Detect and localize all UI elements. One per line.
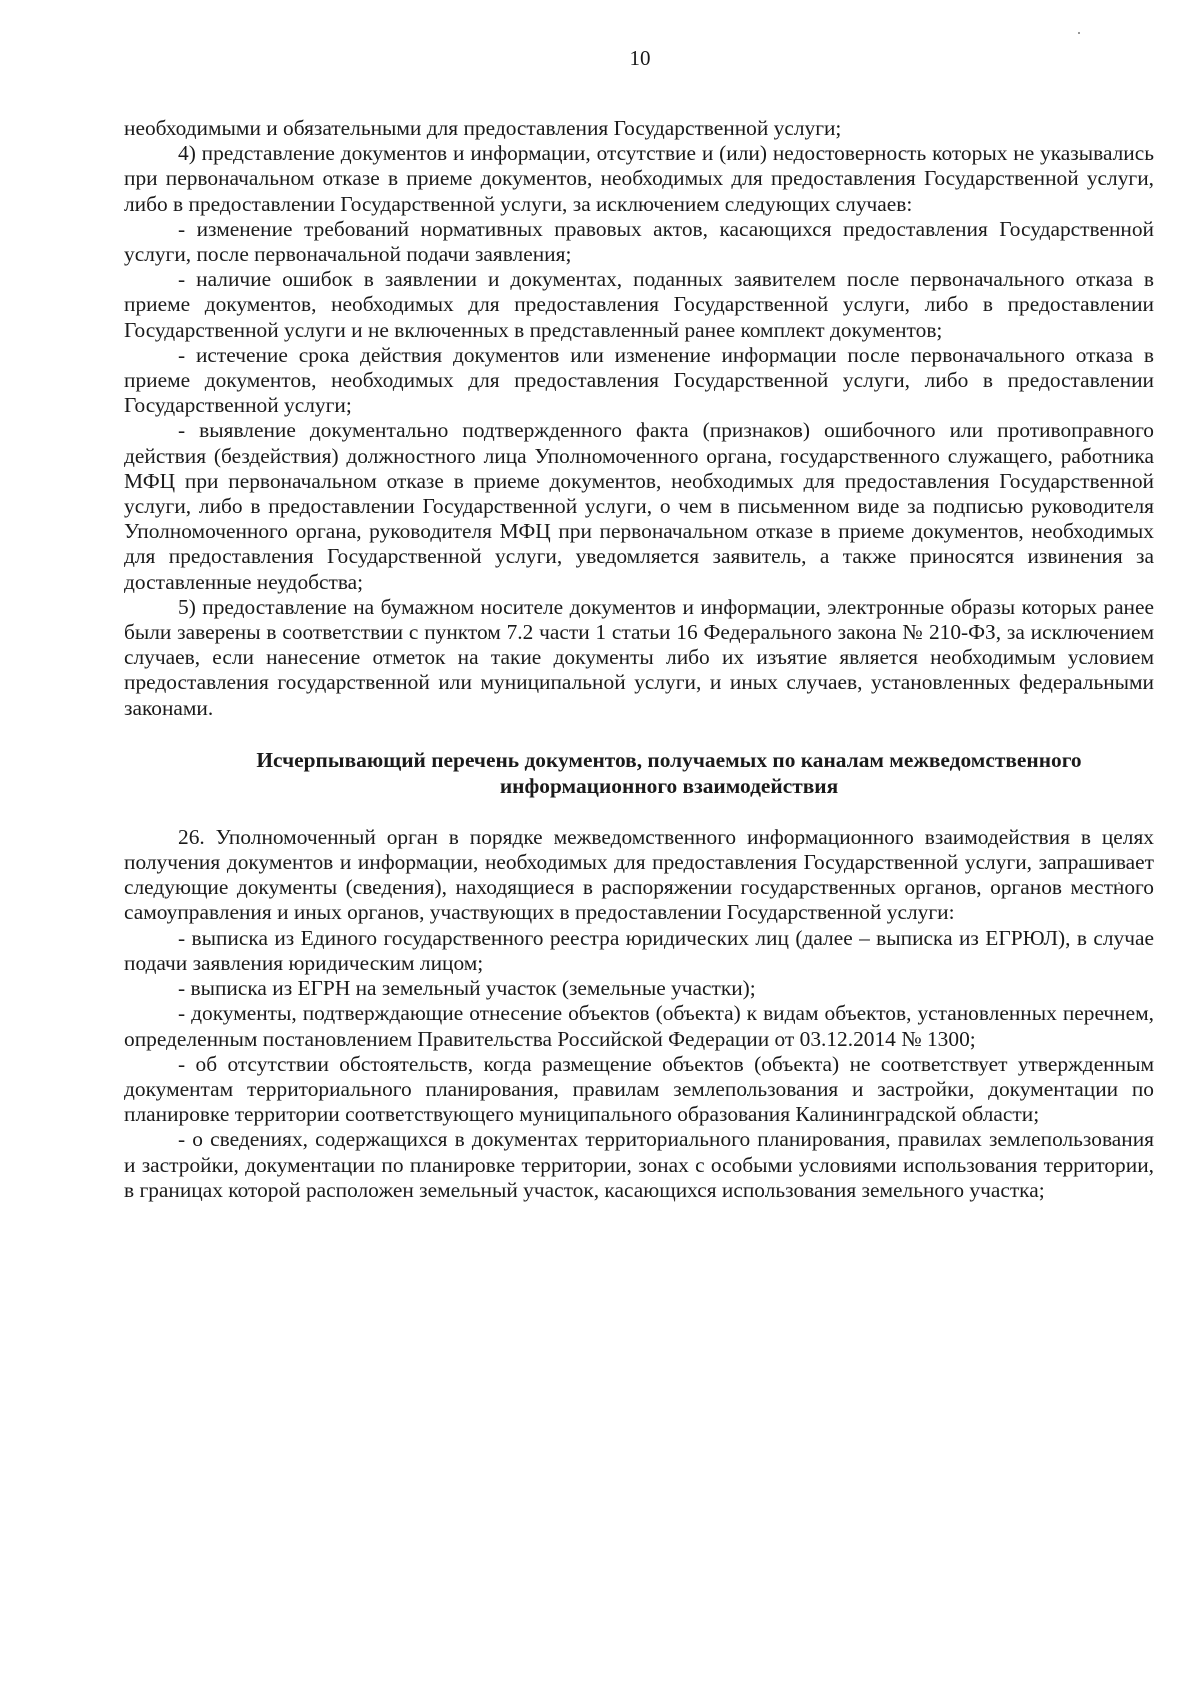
list-item-egrn: - выписка из ЕГРН на земельный участок (земельные участки);	[178, 976, 756, 1001]
paragraph-continuation: необходимыми и обязательными для предоставления Государственной услуги;	[124, 116, 842, 140]
section-heading	[124, 747, 1154, 799]
document-body	[124, 116, 1154, 1203]
section-heading-line-2: информационного взаимодействия	[499, 773, 839, 798]
page-number: 10	[629, 46, 651, 70]
scan-speck-top	[1078, 32, 1080, 34]
paragraph-item-5: 5) предоставление на бумажном носителе документов и информации, электронные образы которых ранее были заверены в соответствии с пунктом 7.2 части 1 статьи 16 Федерального закона № 210-ФЗ, за исключением случаев, если нанесение отметок на такие документы либо их изъятие является необходимым условием предоставления государственной или муниципальной услуги, и иных случаев, установленных федеральными законами.	[124, 594, 1154, 720]
paragraph-exception-2: - наличие ошибок в заявлении и документах, поданных заявителем после первоначального отказа в приеме документов, необходимых для предоставления Государственной услуги, либо в предоставлении Государственной услуги и не включенных в представленный ранее комплект документов;	[124, 267, 1154, 342]
list-item-planning-info: - о сведениях, содержащихся в документах территориального планирования, правилах землепользования и застройки, документации по планировке территории, зонах с особыми условиями использования территории, в границах которой расположен земельный участок, касающихся использования земельного участка;	[124, 1127, 1154, 1202]
paragraph-exception-3: - истечение срока действия документов или изменение информации после первоначального отказа в приеме документов, необходимых для предоставления Государственной услуги, либо в предоставлении Государственной услуги;	[124, 342, 1154, 418]
list-item-object-types: - документы, подтверждающие отнесение объектов (объекта) к видам объектов, установленных перечнем, определенным постановлением Правительства Российской Федерации от 03.12.2014 № 1300;	[124, 1001, 1154, 1051]
list-item-no-circumstances: - об отсутствии обстоятельств, когда размещение объектов (объекта) не соответствует утвержденным документам территориального планирования, правилам землепользования и застройки, документации по планировке территории соответствующего муниципального образования Калининградской области;	[124, 1051, 1154, 1127]
paragraph-exception-1: - изменение требований нормативных правовых актов, касающихся предоставления Государственной услуги, после первоначальной подачи заявления;	[124, 216, 1154, 267]
paragraph-exception-4: - выявление документально подтвержденного факта (признаков) ошибочного или противоправного действия (бездействия) должностного лица Уполномоченного органа, государственного служащего, работника МФЦ при первоначальном отказе в приеме документов, необходимых для предоставления Государственной услуги, либо в предоставлении Государственной услуги, о чем в письменном виде за подписью руководителя Уполномоченного органа, руководителя МФЦ при первоначальном отказе в приеме документов, необходимых для предоставления Государственной услуги, уведомляется заявитель, а также приносятся извинения за доставленные неудобства;	[124, 418, 1154, 594]
list-item-egrul: - выписка из Единого государственного реестра юридических лиц (далее – выписка из ЕГРЮЛ), в случае подачи заявления юридическим лицом;	[124, 925, 1154, 975]
section-heading-line-1: Исчерпывающий перечень документов, получаемых по каналам межведомственного	[256, 747, 1082, 772]
paragraph-item-4: 4) представление документов и информации, отсутствие и (или) недостоверность которых не указывались при первоначальном отказе в приеме документов, необходимых для предоставления Государственной услуги, либо в предоставлении Государственной услуги, за исключением следующих случаев:	[124, 141, 1154, 216]
paragraph-item-26: 26. Уполномоченный орган в порядке межведомственного информационного взаимодействия в целях получения документов и информации, необходимых для предоставления Государственной услуги, запрашивает следующие документы (сведения), находящиеся в распоряжении государственных органов, органов местного самоуправления и иных органов, участвующих в предоставлении Государственной услуги:	[124, 824, 1154, 925]
